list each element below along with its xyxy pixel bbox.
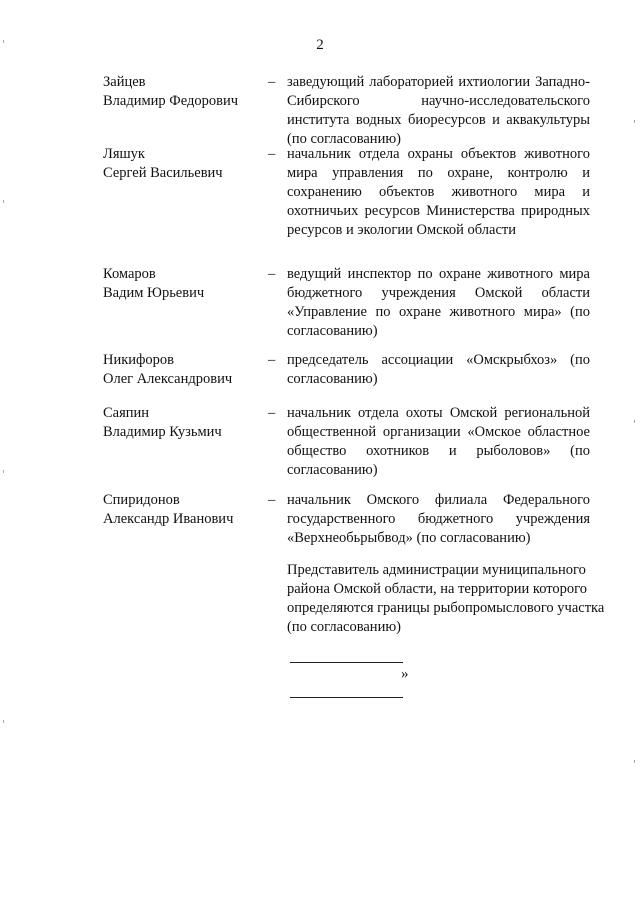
scan-mark: [3, 470, 4, 473]
member-given-names: Владимир Кузьмич: [103, 424, 222, 440]
scan-mark: [634, 120, 635, 123]
member-role: начальник отдела охоты Омской региональной общественной организации «Омское областное общество охотников и рыболовов» (по согласованию): [287, 405, 590, 478]
member-surname: Зайцев: [103, 74, 146, 90]
member-role: ведущий инспектор по охране животного мира бюджетного учреждения Омской области «Управление по охране животного мира» (по согласованию): [287, 266, 590, 339]
member-surname: Комаров: [103, 266, 156, 282]
scan-mark: [3, 720, 4, 723]
member-surname: Никифоров: [103, 352, 175, 368]
member-role: заведующий лабораторией ихтиологии Западно-Сибирского научно-исследовательского института водных биоресурсов и аквакультуры (по согласованию): [287, 74, 590, 147]
member-name: [103, 265, 268, 303]
member-surname: Спиридонов: [103, 492, 180, 508]
member-role: начальник Омского филиала Федерального государственного бюджетного учреждения «Верхнеобьрыбвод» (по согласованию): [287, 492, 590, 546]
dash-separator: –: [268, 352, 276, 368]
member-role: начальник отдела охраны объектов животного мира управления по охране, контролю и сохранению объектов животного мира и охотничьих ресурсов Министерства природных ресурсов и экологии Омской области: [287, 146, 590, 238]
member-given-names: Сергей Васильевич: [103, 165, 223, 181]
scan-mark: [3, 200, 4, 203]
representative-note: Представитель администрации муниципального района Омской области, на территории которого определяются границы рыбопромыслового участка (по согласованию): [287, 562, 605, 635]
signature-line-bottom: [290, 697, 403, 698]
member-given-names: Владимир Федорович: [103, 93, 239, 109]
dash-separator: –: [268, 146, 276, 162]
scan-mark: [3, 40, 4, 43]
member-role: председатель ассоциации «Омскрыбхоз» (по согласованию): [287, 352, 590, 387]
member-given-names: Олег Александрович: [103, 371, 233, 387]
dash-separator: –: [268, 74, 276, 90]
member-name: [103, 73, 268, 111]
signature-line-top: [290, 662, 403, 663]
member-given-names: Александр Иванович: [103, 511, 234, 527]
member-given-names: Вадим Юрьевич: [103, 285, 205, 301]
scan-mark: [634, 760, 635, 763]
closing-quote: »: [401, 666, 409, 682]
member-name: [103, 145, 268, 183]
dash-separator: –: [268, 266, 276, 282]
member-name: [103, 491, 268, 529]
page-number: 2: [316, 37, 324, 53]
member-name: [103, 351, 268, 389]
member-name: [103, 404, 268, 442]
dash-separator: –: [268, 492, 276, 508]
scan-mark: [634, 420, 635, 423]
member-surname: Саяпин: [103, 405, 150, 421]
member-surname: Ляшук: [103, 146, 145, 162]
dash-separator: –: [268, 405, 276, 421]
